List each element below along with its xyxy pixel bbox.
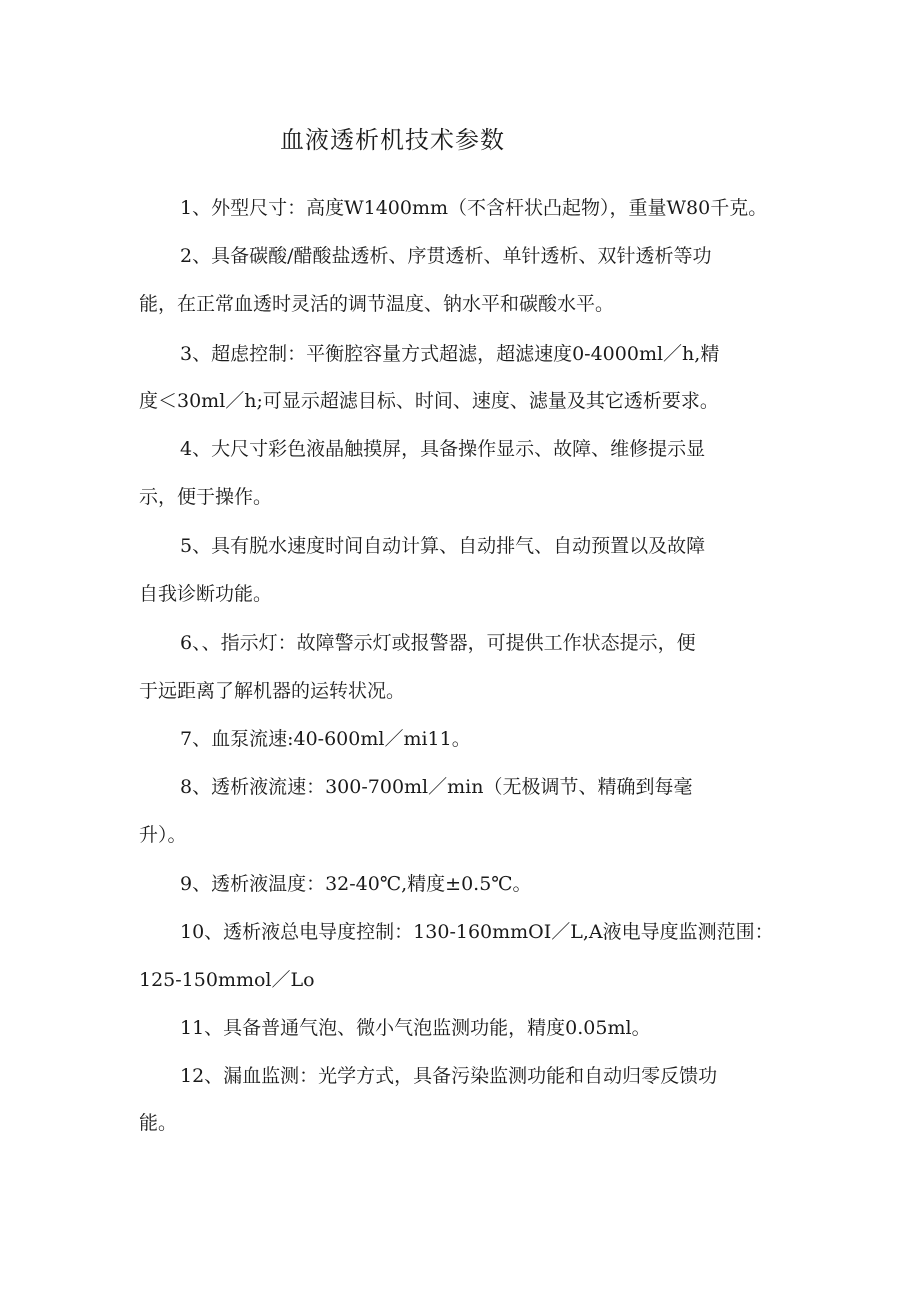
text-line-18: 11、具备普通气泡、微小气泡监测功能，精度0.05ml。 [180,1017,651,1039]
text-line-5: 度＜30ml／h;可显示超滤目标、时间、速度、滤量及其它透析要求。 [139,390,719,412]
text-line-6: 4、大尺寸彩色液晶触摸屏，具备操作显示、故障、维修提示显 [180,438,706,460]
text-line-3: 能，在正常血透时灵活的调节温度、钠水平和碳酸水平。 [139,293,615,315]
text-line-10: 6、、指示灯：故障警示灯或报警器，可提供工作状态提示，便 [180,632,696,654]
text-line-19: 12、漏血监测：光学方式，具备污染监测功能和自动归零反馈功 [180,1065,718,1087]
text-line-4: 3、超虑控制：平衡腔容量方式超滤，超滤速度0-4000ml／h,精 [180,343,720,365]
text-line-8: 5、具有脱水速度时间自动计算、自动排气、自动预置以及故障 [180,535,706,557]
text-line-14: 升）。 [139,824,187,846]
text-line-15: 9、透析液温度：32-40℃,精度±0.5℃。 [180,873,532,895]
text-line-13: 8、透析液流速：300-700ml／min（无极调节、精确到每毫 [180,776,693,798]
text-line-16: 10、透析液总电导度控制：130-160mmOI／L,A液电导度监测范围： [180,921,774,943]
text-line-20: 能。 [139,1112,178,1134]
text-line-2: 2、具备碳酸/醋酸盐透析、序贯透析、单针透析、双针透析等功 [180,245,712,267]
text-line-12: 7、血泵流速:40-600ml／mi11。 [180,728,471,750]
document-title: 血液透析机技术参数 [280,126,505,154]
text-line-11: 于远距离了解机器的运转状况。 [139,680,406,702]
text-line-9: 自我诊断功能。 [139,583,273,605]
text-line-17: 125-150mmol／Lo [139,969,315,991]
text-line-1: 1、外型尺寸：高度W1400mm（不含杆状凸起物），重量W80千克。 [180,197,768,219]
text-line-7: 示，便于操作。 [139,486,273,508]
